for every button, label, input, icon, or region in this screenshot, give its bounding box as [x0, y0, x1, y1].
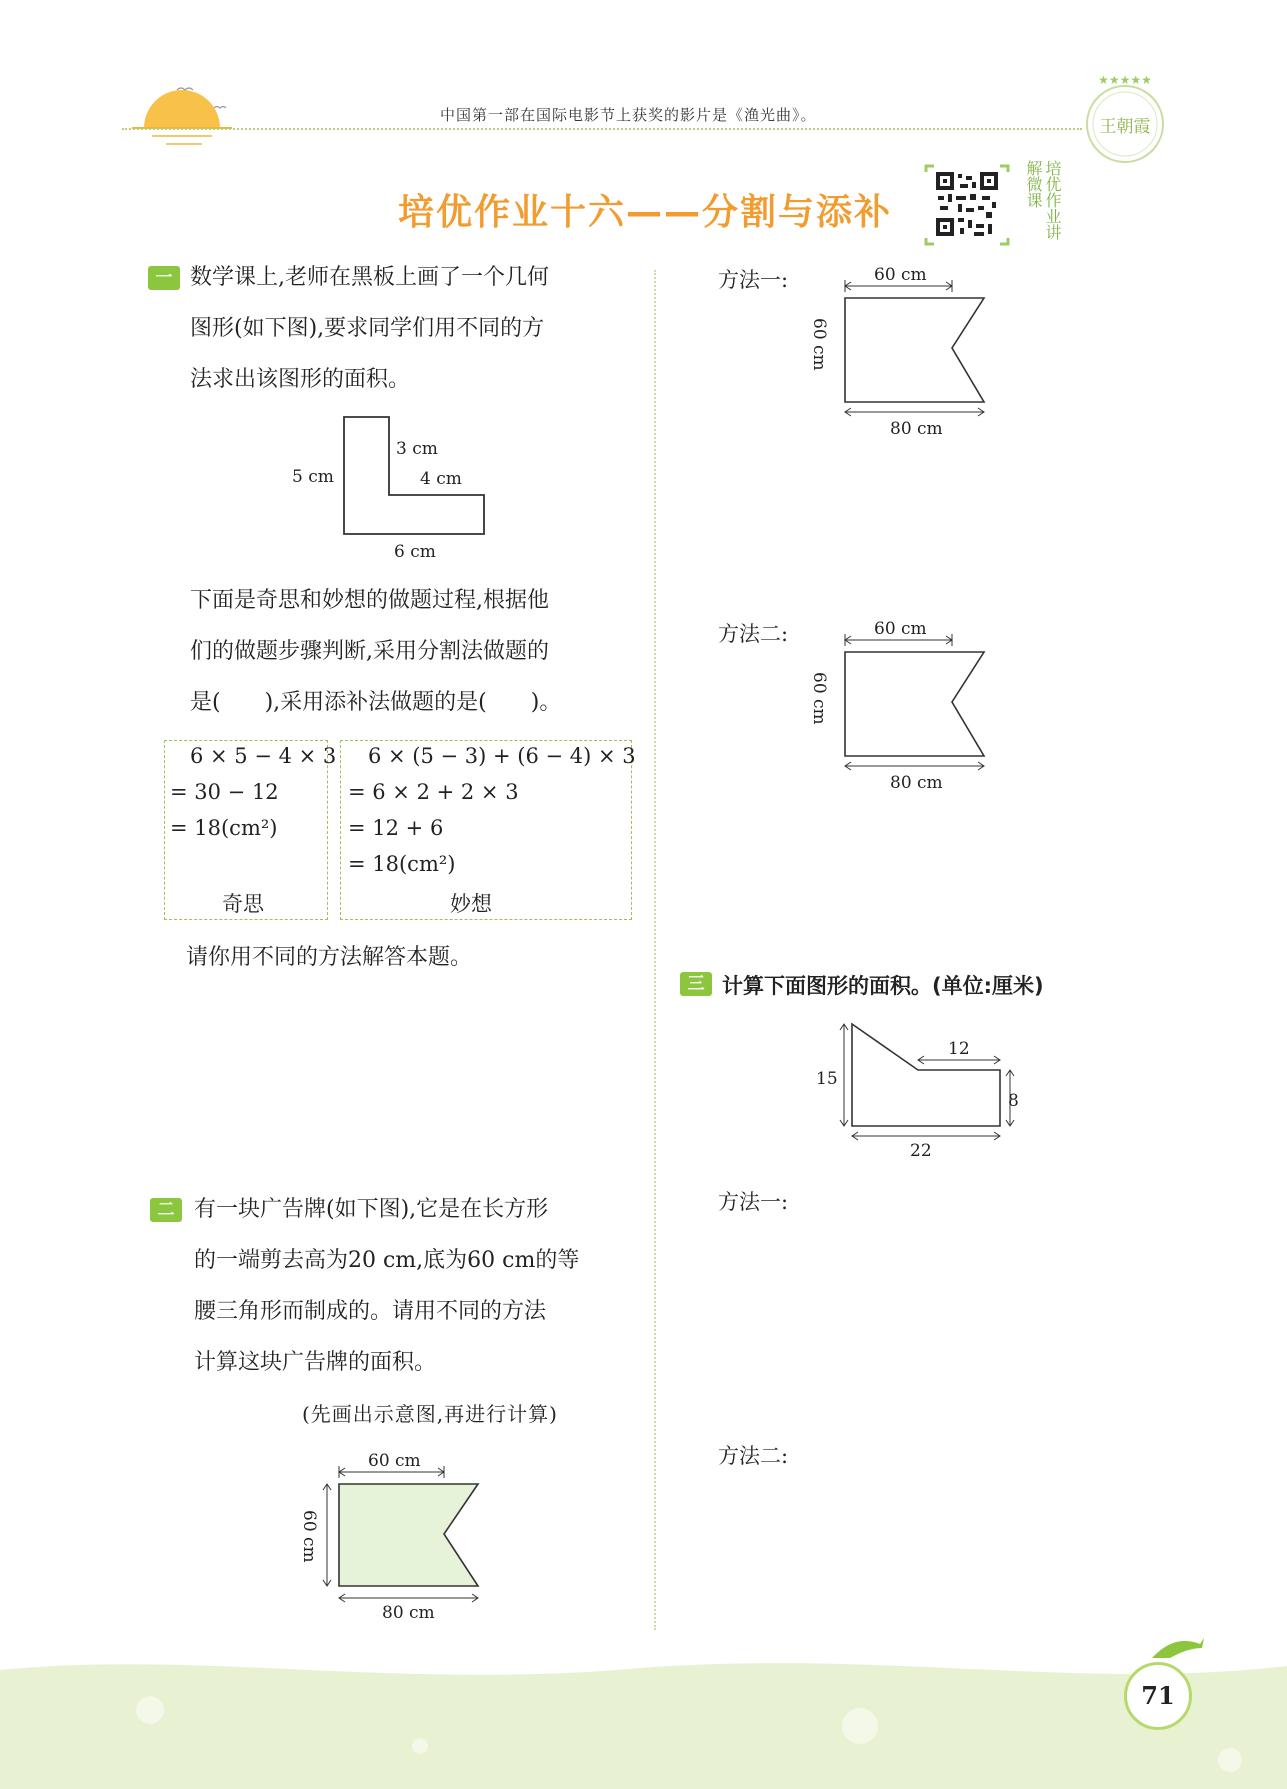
q2-line-4: 计算这块广告牌的面积。 [194, 1350, 437, 1375]
q2-badge: 二 [150, 1198, 182, 1222]
miaoxiang-line-1: 6 × (5 − 3) + (6 − 4) × 3 [368, 744, 636, 768]
page-number: 71 [1124, 1662, 1192, 1730]
q1-line-3: 法求出该图形的面积。 [190, 367, 411, 392]
q3-method-2-label: 方法二: [718, 1444, 789, 1468]
q1-label-4: 4 cm [420, 469, 462, 489]
q1-line-4: 下面是奇思和妙想的做题过程,根据他 [190, 588, 549, 613]
q1-text-2 [190, 575, 561, 728]
method1-fig-side-label: 60 cm [809, 318, 829, 371]
q3-badge: 三 [680, 972, 712, 996]
svg-text:★★★★★: ★★★★★ [1098, 76, 1152, 87]
q2-billboard-figure [296, 1448, 496, 1628]
q1-label-5: 5 cm [292, 467, 334, 487]
qisi-line-3: = 18(cm²) [170, 816, 278, 840]
qisi-line-2: = 30 − 12 [170, 780, 279, 804]
qisi-name: 奇思 [222, 892, 264, 916]
q1-ask: 请你用不同的方法解答本题。 [186, 945, 473, 970]
miaoxiang-name: 妙想 [450, 892, 492, 916]
q2-fig-top-label: 60 cm [368, 1451, 421, 1471]
q1-line-6: 是( ),采用添补法做题的是( )。 [190, 690, 562, 715]
footer-wave [0, 1650, 1287, 1789]
qr-code-icon[interactable] [922, 162, 1012, 248]
q2-note: (先画出示意图,再进行计算) [302, 1402, 558, 1426]
q3-composite-figure [808, 1012, 1028, 1172]
q1-l-shape-figure [280, 405, 520, 565]
q1-text [190, 252, 549, 405]
q2-text [194, 1184, 579, 1388]
q2-line-2: 的一端剪去高为20 cm,底为60 cm的等 [194, 1248, 580, 1273]
q3-label-12: 12 [948, 1039, 970, 1059]
q2-line-3: 腰三角形而制成的。请用不同的方法 [194, 1299, 547, 1324]
qr-side-label: 培优作业讲解微课 [1024, 160, 1062, 240]
method1-billboard-figure [800, 262, 1000, 442]
q3-method-1-label: 方法一: [718, 1190, 789, 1214]
sun-logo [122, 80, 242, 150]
q1-line-1: 数学课上,老师在黑板上画了一个几何 [190, 265, 549, 290]
miaoxiang-line-4: = 18(cm²) [348, 852, 456, 876]
miaoxiang-line-3: = 12 + 6 [348, 816, 444, 840]
page-title: 培优作业十六——分割与添补 [398, 192, 893, 233]
svg-text:王朝霞: 王朝霞 [1099, 117, 1151, 137]
method2-fig-side-label: 60 cm [809, 672, 829, 725]
q2-fig-side-label: 60 cm [299, 1510, 319, 1563]
q1-line-5: 们的做题步骤判断,采用分割法做题的 [190, 639, 549, 664]
q1-label-3: 3 cm [396, 439, 438, 459]
dolphin-icon [1148, 1634, 1208, 1664]
q1-label-6: 6 cm [394, 542, 436, 562]
q3-label-15: 15 [816, 1069, 838, 1089]
method2-billboard-figure [800, 616, 1000, 796]
q3-label-8: 8 [1008, 1091, 1019, 1111]
q2-fig-bottom-label: 80 cm [382, 1603, 435, 1623]
miaoxiang-line-2: = 6 × 2 + 2 × 3 [348, 780, 519, 804]
q1-line-2: 图形(如下图),要求同学们用不同的方 [190, 316, 545, 341]
header-fact: 中国第一部在国际电影节上获奖的影片是《渔光曲》。 [440, 106, 817, 124]
right-method-2-label: 方法二: [718, 622, 789, 646]
method1-fig-top-label: 60 cm [874, 265, 927, 285]
qisi-line-1: 6 × 5 − 4 × 3 [190, 744, 337, 768]
method2-fig-top-label: 60 cm [874, 619, 927, 639]
q1-badge: 一 [148, 266, 180, 290]
q3-label-22: 22 [910, 1141, 932, 1161]
column-divider [654, 270, 656, 1630]
q3-title: 计算下面图形的面积。(单位:厘米) [722, 974, 1044, 998]
method1-fig-bottom-label: 80 cm [890, 419, 943, 439]
header-divider [122, 128, 1082, 130]
method2-fig-bottom-label: 80 cm [890, 773, 943, 793]
q2-line-1: 有一块广告牌(如下图),它是在长方形 [194, 1197, 549, 1222]
right-method-1-label: 方法一: [718, 268, 789, 292]
logo-seal-icon [1080, 76, 1170, 166]
